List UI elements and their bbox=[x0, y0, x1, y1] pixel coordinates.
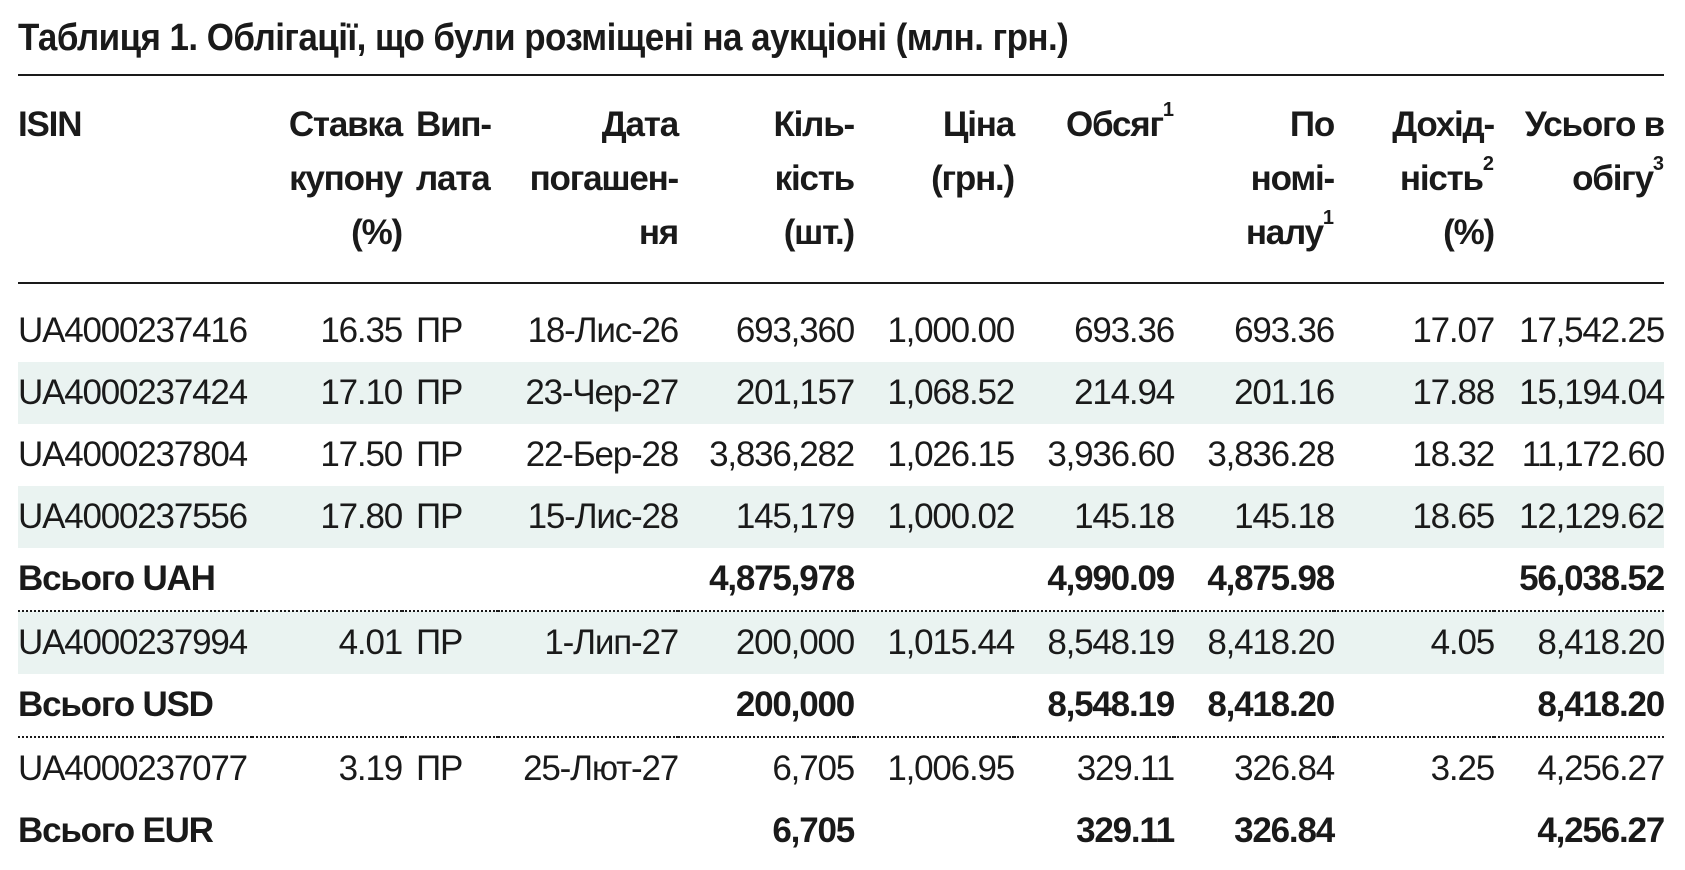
title-rule bbox=[18, 74, 1664, 76]
cell-price: 1,015.44 bbox=[854, 611, 1014, 674]
cell-price: 1,000.00 bbox=[887, 311, 1014, 350]
total-row-eur bbox=[18, 800, 1664, 862]
cell-rate: 16.35 bbox=[320, 311, 402, 350]
cell-yield: 17.07 bbox=[1412, 311, 1494, 350]
cell-volume: 145.18 bbox=[1014, 486, 1174, 548]
cell-quantity: 201,157 bbox=[678, 362, 854, 424]
header-isin: ISIN bbox=[18, 78, 252, 283]
footnote-marker: 3 bbox=[1652, 153, 1664, 175]
cell-payment: ПР bbox=[402, 611, 498, 674]
cell-rate: 4.01 bbox=[252, 611, 402, 674]
bonds-table bbox=[18, 78, 1664, 862]
cell-circulation: 4,256.27 bbox=[1494, 737, 1664, 800]
cell-quantity: 3,836,282 bbox=[709, 435, 854, 474]
total-nominal: 4,875.98 bbox=[1207, 559, 1334, 598]
footnote-marker: 2 bbox=[1482, 153, 1494, 175]
cell-volume: 3,936.60 bbox=[1047, 435, 1174, 474]
cell-volume: 329.11 bbox=[1014, 737, 1174, 800]
header-in-circulation: Усього в обігу$^3$ bbox=[1494, 78, 1664, 283]
total-volume: 329.11 bbox=[1076, 811, 1174, 850]
cell-yield: 18.32 bbox=[1412, 435, 1494, 474]
cell-price: 1,026.15 bbox=[887, 435, 1014, 474]
total-quantity: 200,000 bbox=[735, 685, 854, 724]
total-volume: 8,548.19 bbox=[1047, 685, 1174, 724]
total-row-usd bbox=[18, 674, 1664, 737]
cell-payment: ПР bbox=[402, 737, 498, 800]
cell-isin: UA4000237804 bbox=[18, 435, 247, 474]
cell-circulation: 17,542.25 bbox=[1519, 311, 1664, 350]
header-price: Ціна (грн.) bbox=[854, 78, 1014, 283]
cell-isin: UA4000237994 bbox=[18, 611, 252, 674]
table-row bbox=[18, 486, 1664, 548]
cell-quantity: 693,360 bbox=[735, 311, 854, 350]
total-circulation: 56,038.52 bbox=[1519, 559, 1664, 598]
cell-circulation: 8,418.20 bbox=[1494, 611, 1664, 674]
page bbox=[18, 0, 1664, 850]
table-row bbox=[18, 362, 1664, 424]
cell-circulation: 15,194.04 bbox=[1494, 362, 1664, 424]
cell-volume: 214.94 bbox=[1014, 362, 1174, 424]
cell-rate: 17.10 bbox=[252, 362, 402, 424]
cell-circulation: 11,172.60 bbox=[1521, 435, 1664, 474]
cell-date: 15-Лис-28 bbox=[498, 486, 678, 548]
header-maturity-date: Дата погашен- ня bbox=[498, 78, 678, 283]
header-payment: Вип- лата bbox=[402, 78, 498, 283]
total-label: Всього EUR bbox=[18, 811, 213, 850]
cell-rate: 3.19 bbox=[252, 737, 402, 800]
cell-nominal: 326.84 bbox=[1174, 737, 1334, 800]
cell-date: 23-Чер-27 bbox=[498, 362, 678, 424]
cell-date: 18-Лис-26 bbox=[527, 311, 678, 350]
table-row bbox=[18, 424, 1664, 486]
cell-nominal: 8,418.20 bbox=[1174, 611, 1334, 674]
cell-quantity: 6,705 bbox=[678, 737, 854, 800]
cell-volume: 8,548.19 bbox=[1014, 611, 1174, 674]
cell-price: 1,000.02 bbox=[854, 486, 1014, 548]
cell-quantity: 145,179 bbox=[678, 486, 854, 548]
cell-isin: UA4000237556 bbox=[18, 486, 252, 548]
header-yield: Дохід- ність$^2$ (%) bbox=[1334, 78, 1494, 283]
cell-payment: ПР bbox=[402, 362, 498, 424]
total-nominal: 326.84 bbox=[1234, 811, 1334, 850]
total-volume: 4,990.09 bbox=[1047, 559, 1174, 598]
cell-rate: 17.80 bbox=[252, 486, 402, 548]
cell-payment: ПР bbox=[416, 311, 463, 350]
cell-yield: 17.88 bbox=[1334, 362, 1494, 424]
table-body bbox=[18, 283, 1664, 862]
table-row bbox=[18, 737, 1664, 800]
cell-nominal: 3,836.28 bbox=[1207, 435, 1334, 474]
cell-payment: ПР bbox=[402, 486, 498, 548]
table-header bbox=[18, 78, 1664, 283]
cell-date: 22-Бер-28 bbox=[525, 435, 678, 474]
total-circulation: 4,256.27 bbox=[1537, 811, 1664, 850]
cell-isin: UA4000237416 bbox=[18, 311, 247, 350]
cell-quantity: 200,000 bbox=[678, 611, 854, 674]
cell-price: 1,068.52 bbox=[854, 362, 1014, 424]
total-row-uah bbox=[18, 548, 1664, 611]
total-quantity: 4,875,978 bbox=[709, 559, 854, 598]
cell-date: 1-Лип-27 bbox=[498, 611, 678, 674]
cell-payment: ПР bbox=[416, 435, 463, 474]
footnote-marker: 1 bbox=[1322, 207, 1334, 229]
cell-nominal: 145.18 bbox=[1174, 486, 1334, 548]
header-nominal: По номі- налу$^1$ bbox=[1174, 78, 1334, 283]
total-quantity: 6,705 bbox=[772, 811, 854, 850]
cell-price: 1,006.95 bbox=[854, 737, 1014, 800]
cell-nominal: 201.16 bbox=[1174, 362, 1334, 424]
total-circulation: 8,418.20 bbox=[1537, 685, 1664, 724]
cell-isin: UA4000237077 bbox=[18, 737, 252, 800]
header-quantity: Кіль- кість (шт.) bbox=[678, 78, 854, 283]
cell-rate: 17.50 bbox=[320, 435, 402, 474]
table-row bbox=[18, 300, 1664, 362]
total-nominal: 8,418.20 bbox=[1207, 685, 1334, 724]
table-title: Таблиця 1. Облігації, що були розміщені на аукціоні (млн. грн.) bbox=[18, 17, 1069, 59]
cell-yield: 18.65 bbox=[1334, 486, 1494, 548]
table-row bbox=[18, 611, 1664, 674]
cell-yield: 3.25 bbox=[1334, 737, 1494, 800]
cell-date: 25-Лют-27 bbox=[498, 737, 678, 800]
cell-isin: UA4000237424 bbox=[18, 362, 252, 424]
header-volume: Обсяг$^1$ bbox=[1014, 78, 1174, 283]
footnote-marker: 1 bbox=[1162, 99, 1174, 121]
cell-volume: 693.36 bbox=[1074, 311, 1174, 350]
cell-nominal: 693.36 bbox=[1234, 311, 1334, 350]
total-label: Всього UAH bbox=[18, 559, 215, 598]
total-label: Всього USD bbox=[18, 685, 213, 724]
cell-yield: 4.05 bbox=[1334, 611, 1494, 674]
header-coupon-rate: Ставка купону (%) bbox=[252, 78, 402, 283]
cell-circulation: 12,129.62 bbox=[1494, 486, 1664, 548]
